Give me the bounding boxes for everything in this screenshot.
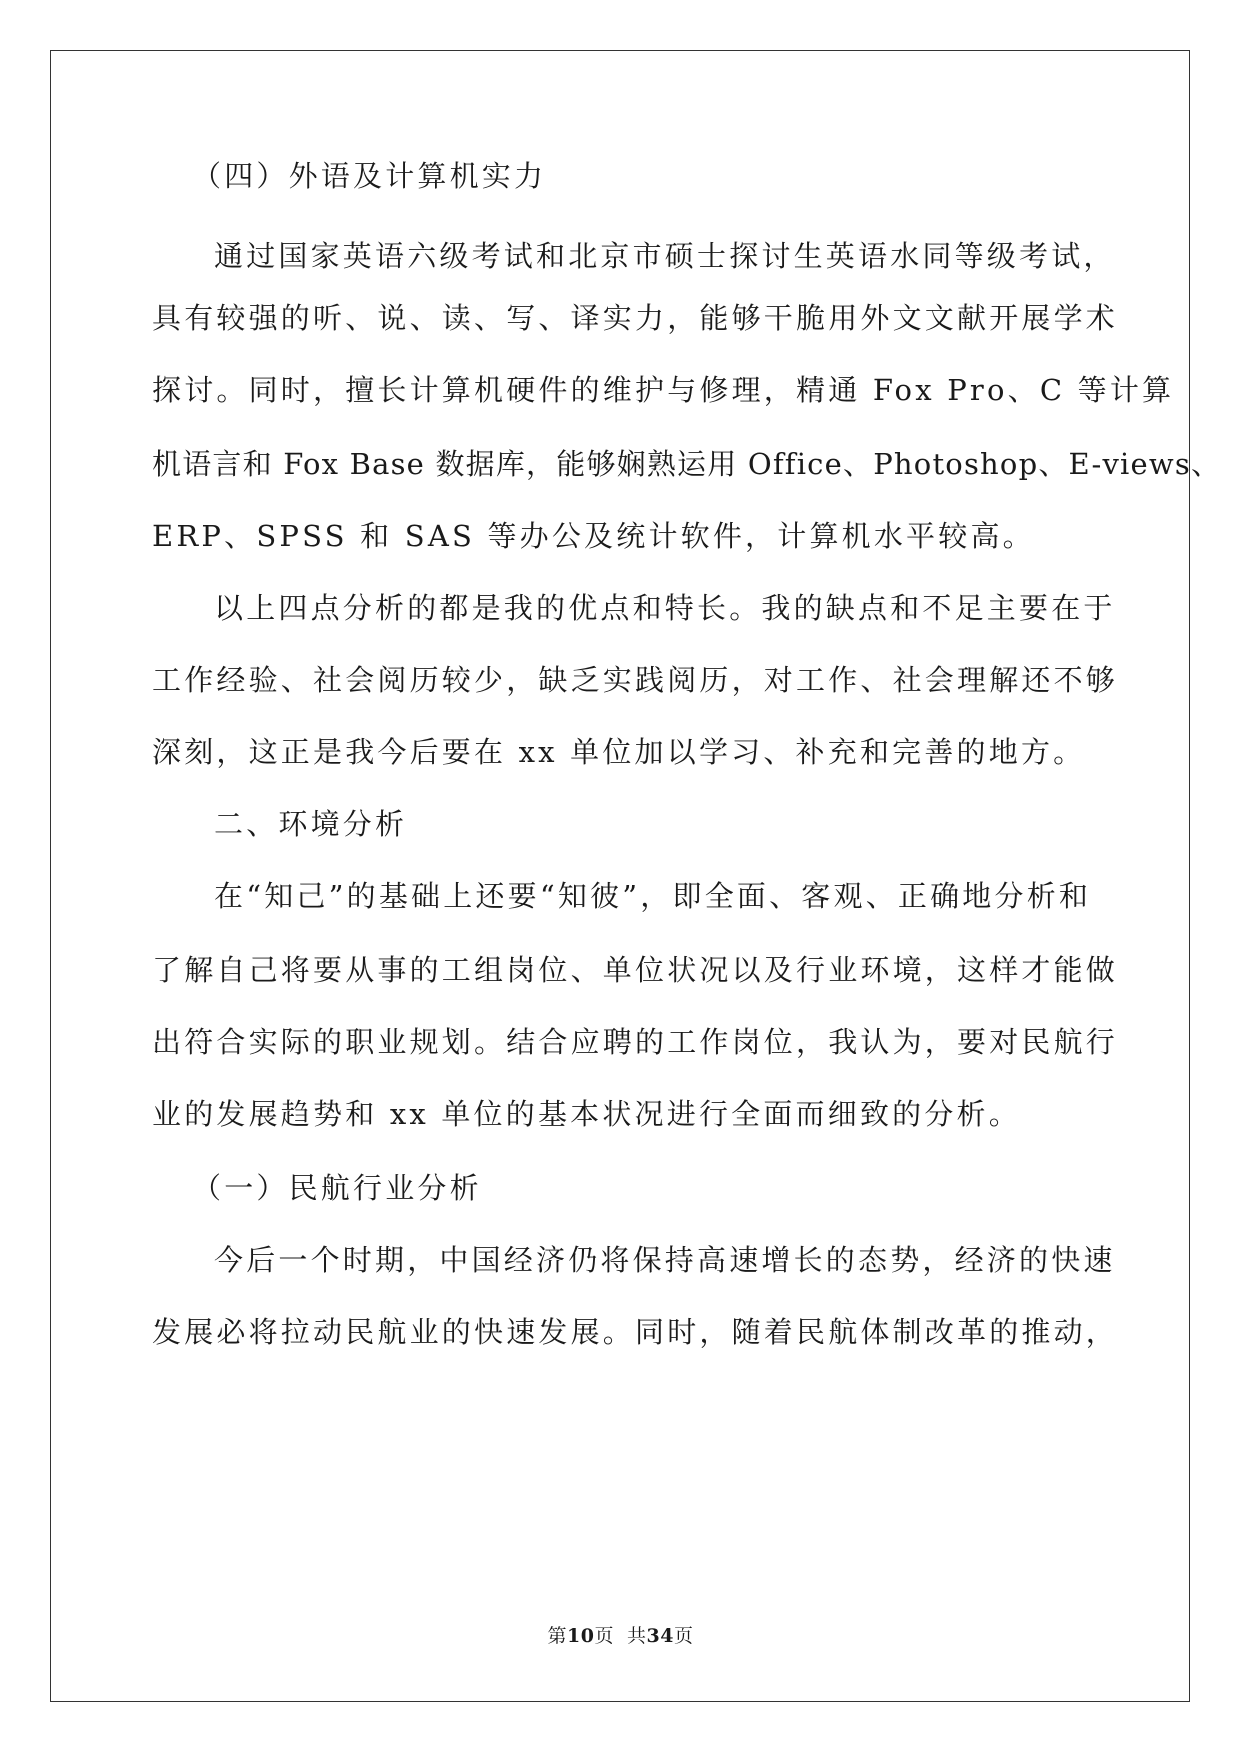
paragraph-line: 了解自己将要从事的工组岗位、单位状况以及行业环境，这样才能做 — [152, 953, 1119, 987]
total-page-count: 34 — [646, 1625, 674, 1647]
paragraph-line: 出符合实际的职业规划。结合应聘的工作岗位，我认为，要对民航行 — [152, 1025, 1119, 1059]
current-page-number: 10 — [567, 1625, 595, 1647]
footer-mid: 页 共 — [594, 1625, 647, 1647]
paragraph-line: 发展必将拉动民航业的快速发展。同时，随着民航体制改革的推动， — [152, 1315, 1119, 1349]
paragraph-line: 通过国家英语六级考试和北京市硕士探讨生英语水同等级考试， — [214, 239, 1116, 273]
paragraph-line: 在“知己”的基础上还要“知彼”，即全面、客观、正确地分析和 — [214, 879, 1092, 913]
paragraph-line: 工作经验、社会阅历较少，缺乏实践阅历，对工作、社会理解还不够 — [152, 663, 1119, 697]
paragraph-line: 深刻，这正是我今后要在 xx 单位加以学习、补充和完善的地方。 — [152, 735, 1086, 769]
paragraph-line: 今后一个时期，中国经济仍将保持高速增长的态势，经济的快速 — [214, 1243, 1116, 1277]
footer-prefix: 第 — [547, 1625, 567, 1647]
section-heading-foreign-language-computer: （四）外语及计算机实力 — [192, 159, 547, 193]
footer-suffix: 页 — [674, 1625, 694, 1647]
page-footer — [0, 1624, 1241, 1648]
paragraph-line: 具有较强的听、说、读、写、译实力，能够干脆用外文文献开展学术 — [152, 301, 1119, 335]
paragraph-line: 机语言和 Fox Base 数据库，能够娴熟运用 Office、Photoshop、E-views、 — [152, 447, 1222, 481]
paragraph-line: ERP、SPSS 和 SAS 等办公及统计软件，计算机水平较高。 — [152, 519, 1035, 553]
paragraph-line: 探讨。同时，擅长计算机硬件的维护与修理，精通 Fox Pro、C 等计算 — [152, 373, 1175, 407]
paragraph-line: 业的发展趋势和 xx 单位的基本状况进行全面而细致的分析。 — [152, 1097, 1021, 1131]
section-heading-civil-aviation: （一）民航行业分析 — [192, 1171, 482, 1205]
section-heading-environment-analysis: 二、环境分析 — [214, 807, 408, 841]
paragraph-line: 以上四点分析的都是我的优点和特长。我的缺点和不足主要在于 — [214, 591, 1116, 625]
